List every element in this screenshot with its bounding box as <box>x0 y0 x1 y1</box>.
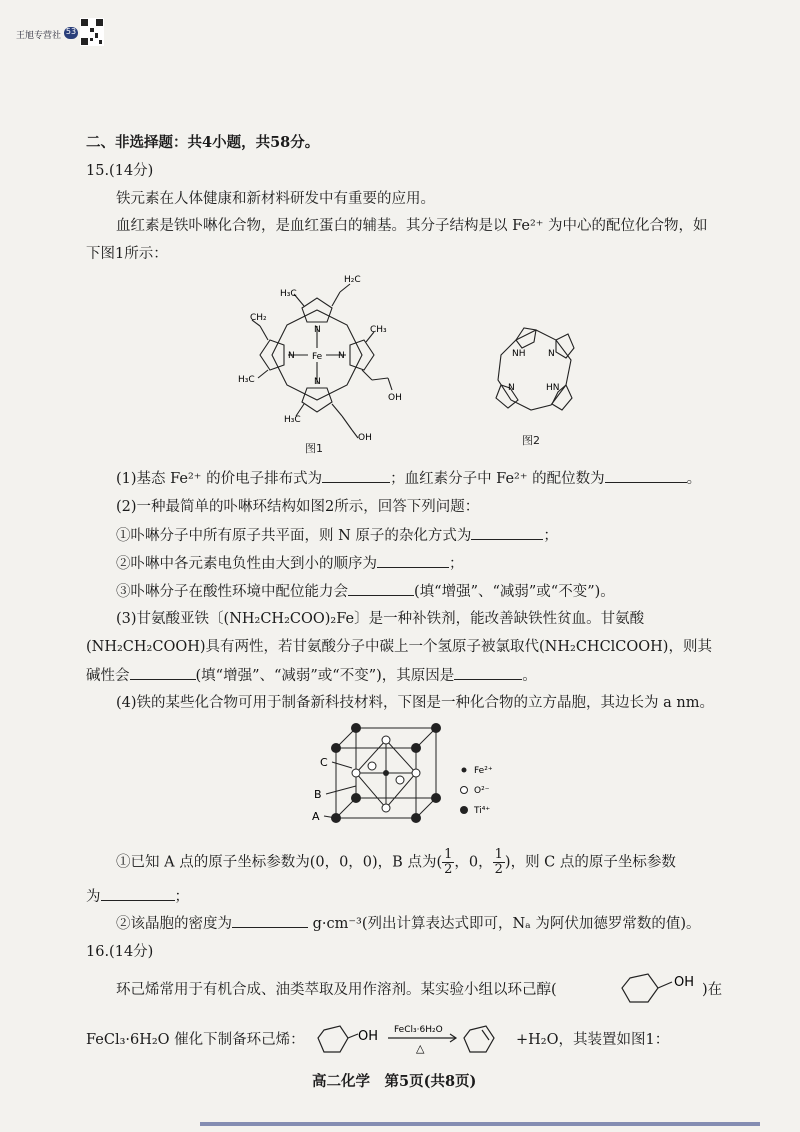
q15-part2: (2)一种最简单的卟啉环结构如图2所示，回答下列问题： <box>116 499 480 515</box>
reaction-heat: △ <box>416 1042 425 1055</box>
fig2-hn: HN <box>546 383 560 393</box>
section-title: 二、非选择题：共4小题，共58分。 <box>86 134 320 151</box>
crystal-label-b: B <box>314 788 322 801</box>
stamp <box>14 18 102 48</box>
answer-blank-8[interactable] <box>101 886 175 901</box>
fig2-n-2: N <box>508 383 515 393</box>
figure-2-porphyrin <box>486 320 586 420</box>
crystal-label-a: A <box>312 810 320 823</box>
answer-blank-3[interactable] <box>471 525 543 540</box>
fig1-h2c-top: H₂C <box>344 275 361 285</box>
q16-line1: 环己烯常用于有机合成、油类萃取及用作溶剂。某实验小组以环己醇( <box>116 982 557 998</box>
fig1-h3c-bottom: H₃C <box>284 415 301 425</box>
fraction-half-1: $\frac{1}{2}$ <box>444 847 453 877</box>
fig1-oh-right: OH <box>388 393 402 403</box>
fig2-label: 图2 <box>522 434 540 447</box>
reaction-equation <box>316 1016 516 1066</box>
fig1-n-bottom: N <box>314 377 321 387</box>
q15-intro: 铁元素在人体健康和新材料研发中有重要的应用。 <box>116 191 435 207</box>
q16-header: 16.(14分) <box>86 944 154 960</box>
q15-part2-2: ②卟啉中各元素电负性由大到小的顺序为 ； <box>116 553 464 574</box>
q15-part4-1: ①已知 A 点的原子坐标参数为(0，0，0)，B 点为( $\frac{1}{2}$ ，0， $\frac{1}{2}$ )，则 C 点的原子坐标参数 <box>116 847 676 877</box>
answer-blank-1[interactable] <box>322 468 390 483</box>
fig1-n-right: N <box>338 351 345 361</box>
answer-blank-9[interactable] <box>232 913 308 928</box>
fig1-label: 图1 <box>305 442 323 455</box>
fig2-n-1: N <box>548 349 555 359</box>
fig1-oh-bottom: OH <box>358 433 372 443</box>
reactant-oh: OH <box>358 1029 379 1044</box>
figure-1-heme-structure <box>232 270 402 450</box>
fig2-nh: NH <box>512 349 526 359</box>
q15-part4-1-answer: 为 ； <box>86 886 189 907</box>
stamp-text: 王旭专营社 <box>16 31 62 41</box>
q16-line2-end: +H₂O，其装置如图1： <box>516 1032 670 1048</box>
cyclohexanol-oh: OH <box>674 975 695 990</box>
bottom-decorative-line <box>200 1122 760 1126</box>
fig1-n-top: N <box>314 325 321 335</box>
q15-header: 15.(14分) <box>86 163 154 179</box>
fig1-h3c-top: H₃C <box>280 289 297 299</box>
fig1-fe: Fe <box>312 352 323 362</box>
q15-part3-line2: (NH₂CH₂COOH)具有两性，若甘氨酸分子中碳上一个氢原子被氯取代(NH₂CHClCOOH)，则其 <box>86 639 712 655</box>
stamp-badge: 53 <box>64 27 78 39</box>
q15-part4-2: ②该晶胞的密度为 g·cm⁻³(列出计算表达式即可，Nₐ 为阿伏加德罗常数的值)。 <box>116 913 701 934</box>
q16-line2: FeCl₃·6H₂O 催化下制备环己烯： <box>86 1032 305 1048</box>
q15-p1-a: (1)基态 Fe²⁺ 的价电子排布式为 <box>116 471 323 487</box>
answer-blank-2[interactable] <box>605 468 687 483</box>
crystal-label-c: C <box>320 756 328 769</box>
qr-code-icon <box>80 18 104 46</box>
fig1-h3c-left: H₃C <box>238 375 255 385</box>
crystal-cell-diagram <box>306 718 506 828</box>
page-footer: 高二化学 第5页(共8页) <box>312 1073 477 1090</box>
answer-blank-6[interactable] <box>130 665 196 680</box>
q15-part2-1: ①卟啉分子中所有原子共平面，则 N 原子的杂化方式为 ； <box>116 525 558 546</box>
q15-p1-b: ；血红素分子中 Fe²⁺ 的配位数为 <box>390 471 605 487</box>
reaction-catalyst: FeCl₃·6H₂O <box>394 1025 443 1035</box>
q15-part2-3: ③卟啉分子在酸性环境中配位能力会 (填“增强”、“减弱”或“不变”)。 <box>116 581 615 602</box>
q15-desc-line2: 下图1所示： <box>86 246 168 262</box>
q15-part4: (4)铁的某些化合物可用于制备新科技材料，下图是一种化合物的立方晶胞，其边长为 a nm。 <box>116 695 714 711</box>
legend-fe: Fe²⁺ <box>474 766 493 776</box>
answer-blank-4[interactable] <box>377 553 449 568</box>
answer-blank-7[interactable] <box>454 665 522 680</box>
cyclohexanol-icon <box>618 970 698 1010</box>
fig1-ch3-right: CH₃ <box>370 325 387 335</box>
q15-p1-c: 。 <box>686 471 702 487</box>
fig1-n-left: N <box>288 351 295 361</box>
fig1-ch2-left: CH₂ <box>250 313 267 323</box>
fraction-half-2: $\frac{1}{2}$ <box>494 847 503 877</box>
answer-blank-5[interactable] <box>348 581 414 596</box>
legend-ti: Ti⁴⁺ <box>474 806 491 816</box>
q16-line1-end: )在 <box>702 982 723 998</box>
q15-part3-line1: (3)甘氨酸亚铁〔(NH₂CH₂COO)₂Fe〕是一种补铁剂，能改善缺铁性贫血。甘氨酸 <box>116 611 645 627</box>
q15-desc-line1: 血红素是铁卟啉化合物，是血红蛋白的辅基。其分子结构是以 Fe²⁺ 为中心的配位化合物，如 <box>116 218 708 234</box>
legend-o: O²⁻ <box>474 786 490 796</box>
q15-part1 <box>116 468 701 489</box>
q15-part3-line3: 碱性会 (填“增强”、“减弱”或“不变”)，其原因是 。 <box>86 665 537 686</box>
